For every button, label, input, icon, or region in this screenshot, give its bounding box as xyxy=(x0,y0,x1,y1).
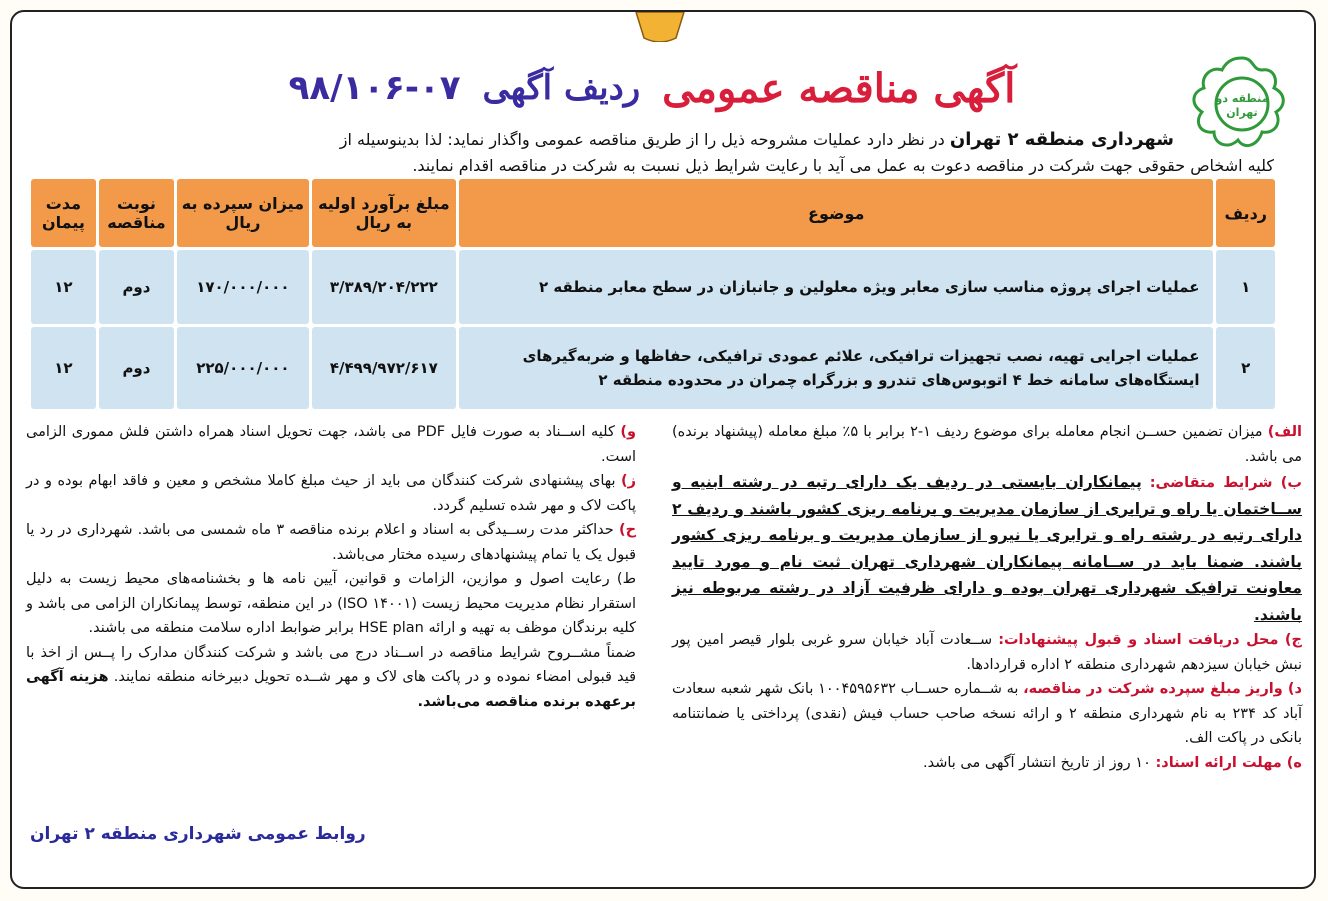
tender-table xyxy=(28,176,1278,412)
cell-deposit: ۱۷۰/۰۰۰/۰۰۰ xyxy=(177,250,309,324)
cell-duration: ۱۲ xyxy=(31,327,96,409)
cell-estimate: ۳/۳۸۹/۲۰۴/۲۲۲ xyxy=(312,250,456,324)
condition-ze xyxy=(26,469,636,518)
conditions-right-column xyxy=(672,420,1302,775)
conditions-left-column xyxy=(26,420,636,714)
header-estimate: مبلغ برآورد اولیه به ریال xyxy=(312,179,456,247)
header-row-number: ردیف xyxy=(1216,179,1275,247)
header-subject: موضوع xyxy=(459,179,1214,247)
condition-ze-label: ز) xyxy=(621,473,637,489)
condition-be xyxy=(672,469,1302,628)
table-row xyxy=(31,327,1275,409)
intro-line-2: کلیه اشخاص حقوقی جهت شرکت در مناقصه دعوت به عمل می آید با رعایت شرایط ذیل نسبت به شرکت در مناقصه اقدام نمایند. xyxy=(412,156,1274,175)
header-duration: مدت پیمان xyxy=(31,179,96,247)
title-main: آگهی مناقصه عمومی xyxy=(662,64,1016,112)
svg-text:تهران: تهران xyxy=(1226,106,1258,119)
intro-org: شهرداری منطقه ۲ تهران xyxy=(949,129,1174,150)
cell-subject: عملیات اجرای پروژه مناسب سازی معابر ویژه معلولین و جانبازان در سطح معابر منطقه ۲ xyxy=(459,250,1214,324)
folder-tab-icon xyxy=(632,12,688,42)
intro-line-1 xyxy=(34,128,1174,152)
svg-text:منطقه دو: منطقه دو xyxy=(1215,92,1269,105)
title-subtitle: ردیف آگهی xyxy=(482,68,641,108)
title-number: ۹۸/۱۰۶-۰۷ xyxy=(288,68,461,108)
condition-vav xyxy=(26,420,636,469)
condition-alef-text: میزان تضمین حســن انجام معامله برای موضوع ردیف ۱-۲ برابر با ۵٪ مبلغ معامله (پیشنهاد برنده) می باشد. xyxy=(672,424,1302,465)
condition-jim-label: ج) محل دریافت اسناد و قبول پیشنهادات: xyxy=(998,632,1303,648)
cell-duration: ۱۲ xyxy=(31,250,96,324)
condition-vav-text: کلیه اســناد به صورت فایل PDF می باشد، جهت تحویل اسناد همراه داشتن فلش مموری الزامی است. xyxy=(26,424,636,465)
condition-alef xyxy=(672,420,1302,469)
condition-be-label: ب) شرایط متقاضی: xyxy=(1149,475,1302,491)
condition-alef-label: الف) xyxy=(1267,424,1303,440)
cell-row-number: ۲ xyxy=(1216,327,1275,409)
intro-text-1: در نظر دارد عملیات مشروحه ذیل را از طریق مناقصه عمومی واگذار نماید: لذا بدینوسیله از xyxy=(339,130,945,149)
condition-be-text: پیمانکاران بایستی در ردیف یک دارای رتبه در رشته ابنیه و ســاختمان یا راه و ترابری از سازمان مدیریت و برنامه ریزی کشور باشند و ردیف ۲ دارای رتبه در رشته راه و ترابری یا نیرو از سازمان مدیریت و برنامه ریزی کشور باشند. ضمنا باید در ســامانه پیمانکاران شهرداری تهران ثبت نام و مورد تایید معاونت ترافیک شهرداری تهران بوده و دارای ظرفیت آزاد در رشته مربوطه نیز باشند. xyxy=(672,473,1302,624)
condition-final-text: ضمناً مشــروح شرایط مناقصه در اســناد درج می باشد و شرکت کنندگان مدارک را پــس از اخذ با قید قبولی امضاء نموده و در پاکت های لاک و مهر شــده تحویل دبیرخانه منطقه نمایند. xyxy=(26,644,636,685)
table-row xyxy=(31,250,1275,324)
condition-ze-text: بهای پیشنهادی شرکت کنندگان می باید از حیث مبلغ کاملا مشخص و معین و فاقد ابهام بوده و در پاکت لاک و مهر شده تسلیم گردد. xyxy=(26,473,636,514)
condition-jim-text: ســعادت آباد خیابان سرو غربی بلوار قیصر امین پور نبش خیابان سیزدهم شهرداری منطقه ۲ اداره قراردادها. xyxy=(672,632,1302,673)
cell-round: دوم xyxy=(99,327,174,409)
cell-estimate: ۴/۴۹۹/۹۷۲/۶۱۷ xyxy=(312,327,456,409)
condition-dal xyxy=(672,677,1302,751)
cell-round: دوم xyxy=(99,250,174,324)
cell-deposit: ۲۲۵/۰۰۰/۰۰۰ xyxy=(177,327,309,409)
tehran-municipality-logo xyxy=(1182,50,1302,160)
condition-ta: ط) رعایت اصول و موازین، الزامات و قوانین، آیین نامه ها و بخشنامه‌های محیط زیست به دلیل استقرار نظام مدیریت محیط زیست (ISO ۱۴۰۰۱) در این منطقه، توسط پیمانکاران الزامی می باشد و کلیه برندگان موظف به تهیه و ارائه HSE plan برابر ضوابط اداره سلامت منطقه می باشند. xyxy=(26,571,636,636)
cell-row-number: ۱ xyxy=(1216,250,1275,324)
condition-final-bold: هزینه آگهی برعهده برنده مناقصه می‌باشد. xyxy=(26,669,636,710)
condition-he xyxy=(672,751,1302,776)
header-deposit: میزان سپرده به ریال xyxy=(177,179,309,247)
condition-he-label: ه) مهلت ارائه اسناد: xyxy=(1155,754,1302,771)
condition-jim xyxy=(672,628,1302,677)
table-header-row xyxy=(31,179,1275,247)
condition-dal-text: به شــماره حســاب ۱۰۰۴۵۹۵۶۳۲ بانک شهر شعبه سعادت آباد کد ۲۳۴ به نام شهرداری منطقه ۲ و ارائه نسخه صاحب حساب فیش (نقدی) پرداختی یا ضمانتنامه بانکی در پاکت الف. xyxy=(672,681,1303,746)
condition-final xyxy=(26,641,636,715)
header-round: نوبت مناقصه xyxy=(99,179,174,247)
condition-he2-text: حداکثر مدت رســیدگی به اسناد و اعلام برنده مناقصه ۳ ماه شمسی می باشد. شهرداری در رد یا قبول یک یا تمام پیشنهادهای رسیده مختار می‌باشد. xyxy=(26,522,636,563)
ad-title xyxy=(272,58,1032,118)
condition-dal-label: د) واریز مبلغ سپرده شرکت در مناقصه، xyxy=(1023,681,1302,697)
public-relations-signature: روابط عمومی شهرداری منطقه ۲ تهران xyxy=(30,824,366,844)
cell-subject: عملیات اجرایی تهیه، نصب تجهیزات ترافیکی، علائم عمودی ترافیکی، حفاظها و ضربه‌گیرهای ایستگاه‌های سامانه خط ۴ اتوبوس‌های تندرو و بزرگراه چمران در محدوده منطقه ۲ xyxy=(459,327,1214,409)
condition-he-text: ۱۰ روز از تاریخ انتشار آگهی می باشد. xyxy=(922,754,1151,771)
condition-he2 xyxy=(26,518,636,567)
condition-he2-label: ح) xyxy=(618,522,637,538)
condition-vav-label: و) xyxy=(620,424,636,440)
